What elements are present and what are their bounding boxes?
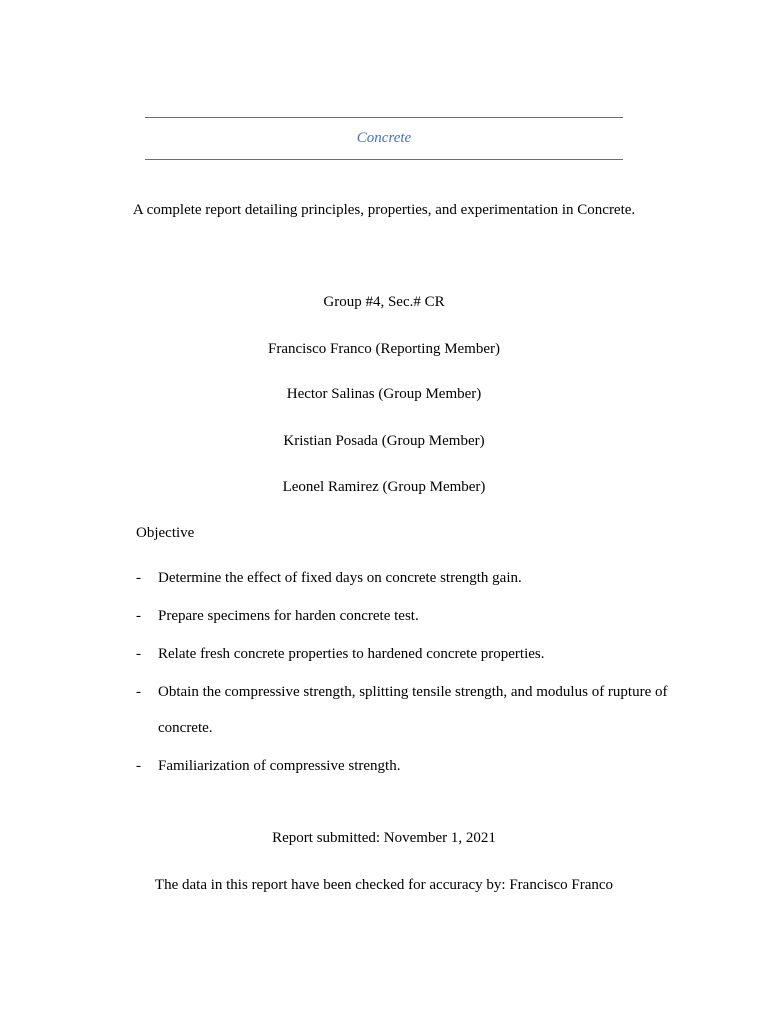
list-item [136, 598, 696, 634]
member-3: Leonel Ramirez (Group Member) [282, 479, 486, 495]
title-block [145, 117, 623, 160]
objective-text: Determine the effect of fixed days on concrete strength gain. [158, 570, 522, 586]
document-title: Concrete [356, 130, 412, 146]
list-item [136, 674, 696, 746]
group-label: Group #4, Sec.# CR [323, 294, 445, 310]
bullet-marker: - [136, 758, 141, 774]
submission-date: Report submitted: November 1, 2021 [272, 830, 496, 846]
document-subtitle: A complete report detailing principles, properties, and experimentation in Concrete. [132, 202, 636, 218]
member-2: Kristian Posada (Group Member) [283, 433, 485, 449]
list-item [136, 560, 696, 596]
objective-text: Obtain the compressive strength, splitting tensile strength, and modulus of rupture of concrete. [158, 684, 668, 736]
accuracy-check-statement: The data in this report have been checked for accuracy by: Francisco Franco [154, 877, 614, 893]
list-item [136, 748, 696, 784]
bullet-marker: - [136, 646, 141, 662]
member-reporting: Francisco Franco (Reporting Member) [267, 341, 501, 357]
objective-text: Prepare specimens for harden concrete test. [158, 608, 419, 624]
bullet-marker: - [136, 570, 141, 586]
objective-text: Relate fresh concrete properties to hardened concrete properties. [158, 646, 545, 662]
bullet-marker: - [136, 684, 141, 700]
objective-list [136, 560, 696, 786]
objective-text: Familiarization of compressive strength. [158, 758, 401, 774]
objective-heading: Objective [136, 525, 195, 541]
list-item [136, 636, 696, 672]
member-1: Hector Salinas (Group Member) [286, 386, 482, 402]
bullet-marker: - [136, 608, 141, 624]
